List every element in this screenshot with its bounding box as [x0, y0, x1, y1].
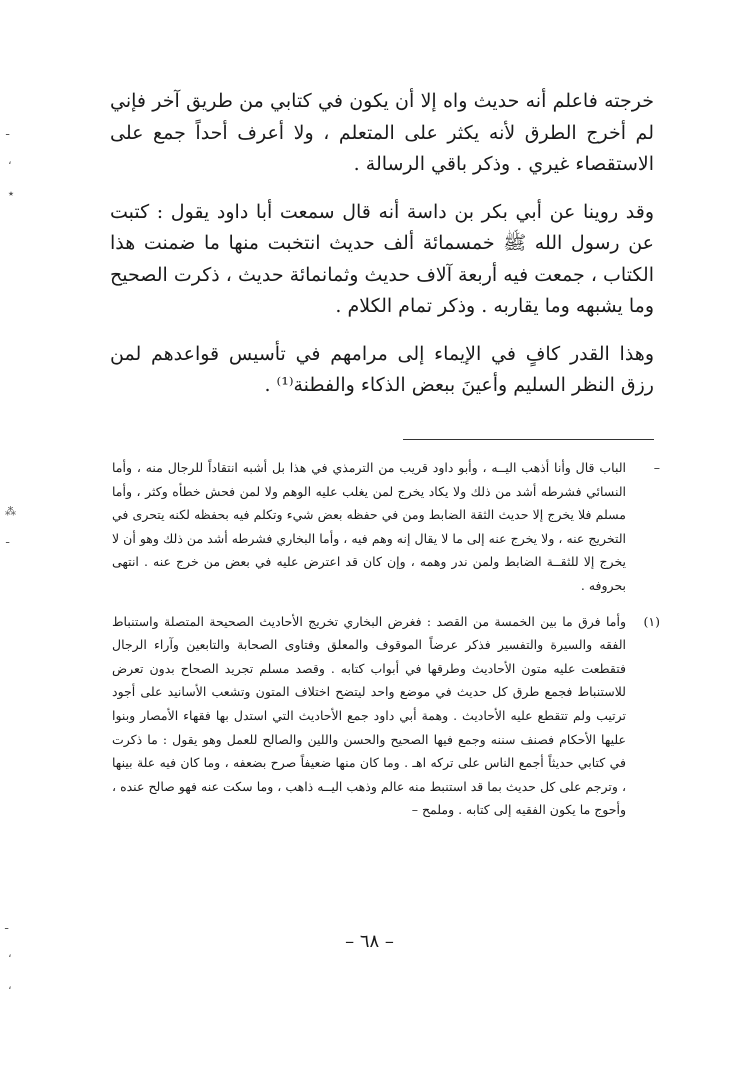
- scan-speck: ،: [8, 947, 12, 960]
- footnote-continued: [112, 456, 660, 598]
- scan-speck: ـ: [5, 919, 9, 932]
- scan-speck: ⁂: [5, 505, 16, 518]
- scan-speck: ـ: [6, 125, 10, 138]
- page-number: – ٦٨ –: [345, 931, 394, 952]
- footnotes: [112, 456, 660, 834]
- main-text: [110, 86, 654, 418]
- scan-speck: ،: [8, 979, 12, 992]
- footnote-text: وأما فرق ما بين الخمسة من القصد : فغرض البخاري تخريج الأحاديث الصحيحة المتصلة واستنباط الفقه والسيرة والتفسير فذكر عرضاً الموقوف والمعلق وفتاوى الصحابة والتابعين وآراء الرجال فتقطعت عليه متون الأحاديث وطرقها في أبواب كتابه . وقصد مسلم تجريد الصحاح بدون تعرض للاستنباط فجمع طرق كل حديث في موضع واحد ليتضح اختلاف المتون وتشعب الأسانيد على أجود ترتيب ولم تتقطع عليه الأحاديث . وهمة أبي داود جمع الأحاديث التي استدل بها فقهاء الأمصار وبنوا عليها الأحكام فصنف سننه وجمع فيها الصحيح والحسن واللين والصالح للعمل وهو يقول : ما ذكرت في كتابي حديثاً أجمع الناس على تركه اهـ . وما كان منها ضعيفاً صرح بضعفه ، وما كان فيه علة بينها ، وترجم على كل حديث بما قد استنبط منه عالم وذهب اليــه ذاهب ، وما سكت عنه فهو صالح عنده ، وأحوج ما يكون الفقيه إلى كتابه . وملمح –: [112, 613, 626, 818]
- scan-speck: ـ: [6, 533, 10, 546]
- footnote-marker: –: [653, 460, 660, 475]
- body-paragraph-2: وقد روينا عن أبي بكر بن داسة أنه قال سمعت أبا داود يقول : كتبت عن رسول الله ﷺ خمسمائة ألف حديث انتخبت منها ما ضمنت هذا الكتاب ، جمعت فيه أربعة آلاف حديث وثمانمائة حديث ، ذكرت الصحيح وما يشبهه وما يقاربه . وذكر تمام الكلام .: [110, 200, 654, 317]
- footnote-separator: [403, 439, 654, 440]
- footnote-marker: (١): [643, 613, 660, 629]
- body-paragraph-1: خرجته فاعلم أنه حديث واه إلا أن يكون في كتابي من طريق آخر فإني لم أخرج الطرق لأنه يكثر على المتعلم ، ولا أعرف أحداً جمع على الاستقصاء غيري . وذكر باقي الرسالة .: [110, 90, 654, 175]
- scan-speck: ٭: [8, 187, 14, 200]
- footnote-text: الباب قال وأنا أذهب اليــه ، وأبو داود قريب من الترمذي في هذا بل أشبه انتقاداً للرجال منه ، وأما النسائي فشرطه أشد من ذلك ولا يكاد يخرج لمن يغلب عليه الوهم ولا لمن فحش خطأه وكثر ، وأما مسلم فلا يخرج إلا حديث الثقة الضابط ومن في حفظه بعض شيء وتكلم فيه بحفظه لكنه يتحرى في التخريج عنه ، ولا يخرج عنه إلى ما لا يقال إنه وهم فيه ، وأما البخاري فشرطه أشد من ذلك وهو أن لا يخرج إلا للثقــة الضابط ولمن ندر وهمه ، وإن كان قد اعترض عليه في بعض من خرج عنه . انتهى بحروفه .: [112, 460, 626, 593]
- scan-speck: ،: [8, 154, 12, 167]
- body-paragraph-3: وهذا القدر كافٍ في الإيماء إلى مرامهم في تأسيس قواعدهم لمن رزق النظر السليم وأعينَ ببعض الذكاء والفطنة⁽¹⁾ .: [110, 342, 654, 396]
- footnote-1: [112, 610, 660, 822]
